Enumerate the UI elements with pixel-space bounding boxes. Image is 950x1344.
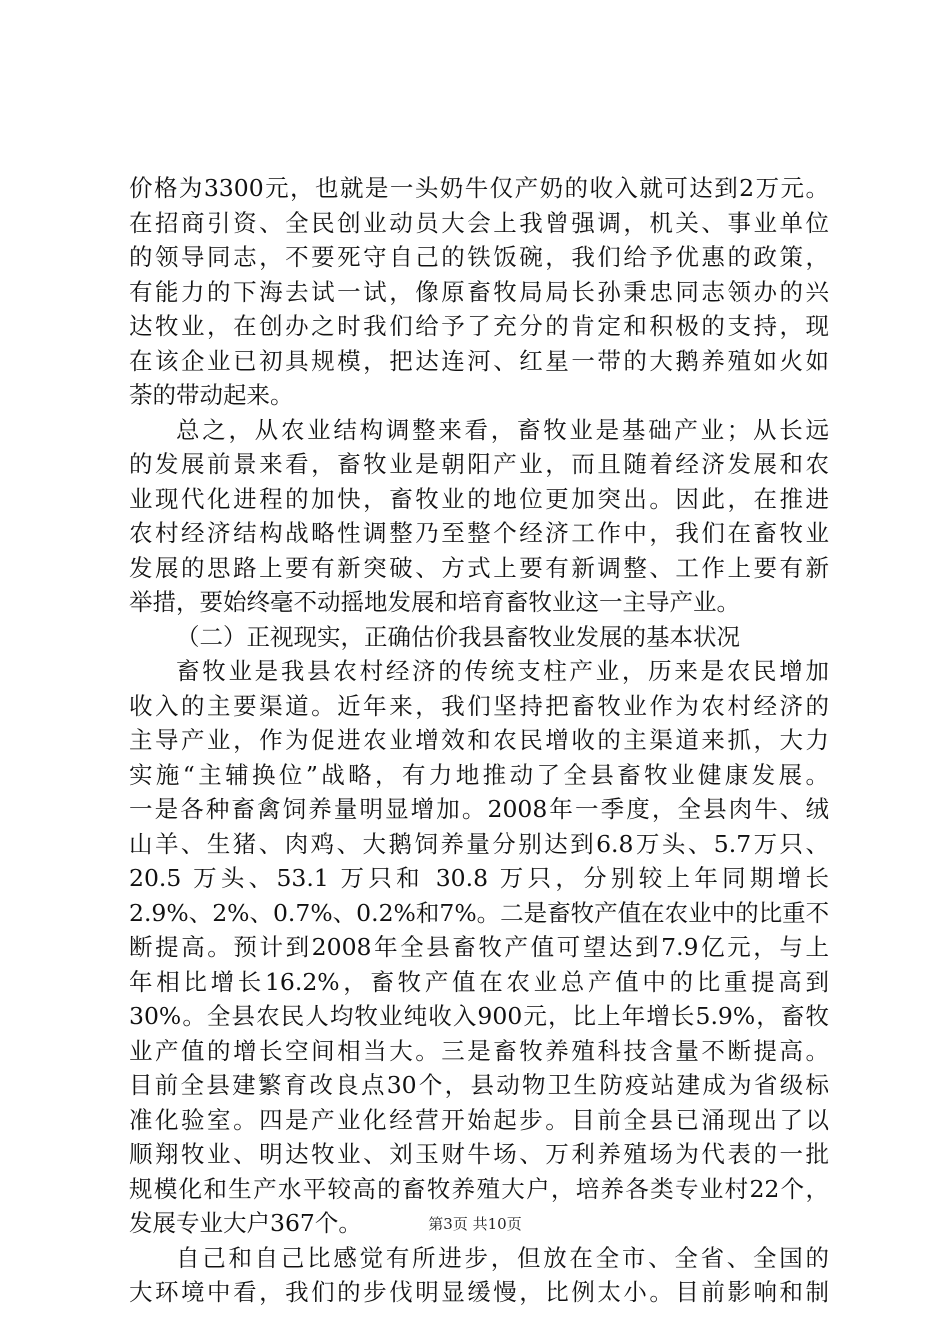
- text-line: 价格为3300元，也就是一头奶牛仅产奶的收入就可达到2万元。: [129, 174, 829, 202]
- page-footer: 第3页 共10页: [428, 1215, 522, 1233]
- text-line: 发展的思路上要有新突破、方式上要有新调整、工作上要有新: [129, 553, 829, 582]
- text-line: 有能力的下海去试一试，像原畜牧局局长孙秉忠同志领办的兴: [129, 277, 829, 306]
- text-line: 目前全县建繁育改良点30个，县动物卫生防疫站建成为省级标: [129, 1071, 829, 1099]
- text-line: 2.9%、2%、0.7%、0.2%和7%。二是畜牧产值在农业中的比重不: [129, 898, 829, 927]
- text-line: 实施“主辅换位”战略，有力地推动了全县畜牧业健康发展。: [129, 760, 829, 789]
- text-line: 的发展前景来看，畜牧业是朝阳产业，而且随着经济发展和农: [129, 450, 829, 478]
- text-line: 的领导同志，不要死守自己的铁饭碗，我们给予优惠的政策，: [129, 243, 829, 271]
- text-line: 顺翔牧业、明达牧业、刘玉财牛场、万利养殖场为代表的一批: [129, 1140, 829, 1168]
- text-line: 在招商引资、全民创业动员大会上我曾强调，机关、事业单位: [129, 208, 829, 237]
- text-line: 规模化和生产水平较高的畜牧养殖大户，培养各类专业村22个，: [129, 1174, 829, 1203]
- text-line: 达牧业，在创办之时我们给予了充分的肯定和积极的支持，现: [129, 312, 829, 340]
- text-line: 业现代化进程的加快，畜牧业的地位更加突出。因此，在推进: [129, 484, 829, 513]
- text-line: 准化验室。四是产业化经营开始起步。目前全县已涌现出了以: [129, 1105, 829, 1134]
- text-line: 大环境中看，我们的步伐明显缓慢，比例太小。目前影响和制: [129, 1278, 829, 1306]
- paragraph-start-line: 畜牧业是我县农村经济的传统支柱产业，历来是农民增加: [176, 657, 829, 685]
- text-line: 20.5 万头、53.1 万只和 30.8 万只，分别较上年同期增长: [129, 864, 829, 892]
- text-line: 在该企业已初具规模，把达连河、红星一带的大鹅养殖如火如: [129, 346, 829, 375]
- text-line: 主导产业，作为促进农业增效和农民增收的主渠道来抓，大力: [129, 726, 829, 754]
- text-line: 业产值的增长空间相当大。三是畜牧养殖科技含量不断提高。: [129, 1036, 829, 1065]
- text-line: 年相比增长16.2%，畜牧产值在农业总产值中的比重提高到: [129, 967, 829, 996]
- text-line-end: 发展专业大户367个。: [129, 1209, 362, 1237]
- text-line-end: 举措，要始终毫不动摇地发展和培育畜牧业这一主导产业。: [129, 588, 740, 616]
- text-line-end: 荼的带动起来。: [129, 381, 294, 409]
- text-line: 断提高。预计到2008年全县畜牧产值可望达到7.9亿元，与上: [129, 933, 829, 961]
- text-line: 农村经济结构战略性调整乃至整个经济工作中，我们在畜牧业: [129, 519, 829, 547]
- text-line: 收入的主要渠道。近年来，我们坚持把畜牧业作为农村经济的: [129, 691, 829, 720]
- body-text: [129, 171, 829, 1310]
- text-line: 山羊、生猪、肉鸡、大鹅饲养量分别达到6.8万头、5.7万只、: [129, 829, 829, 858]
- paragraph-start-line: 自己和自己比感觉有所进步，但放在全市、全省、全国的: [176, 1243, 829, 1272]
- text-line: 一是各种畜禽饲养量明显增加。2008年一季度，全县肉牛、绒: [129, 795, 829, 823]
- section-heading: （二）正视现实，正确估价我县畜牧业发展的基本状况: [176, 622, 740, 651]
- paragraph-start-line: 总之，从农业结构调整来看，畜牧业是基础产业；从长远: [176, 415, 829, 444]
- text-line: 30%。全县农民人均牧业纯收入900元，比上年增长5.9%，畜牧: [129, 1002, 829, 1030]
